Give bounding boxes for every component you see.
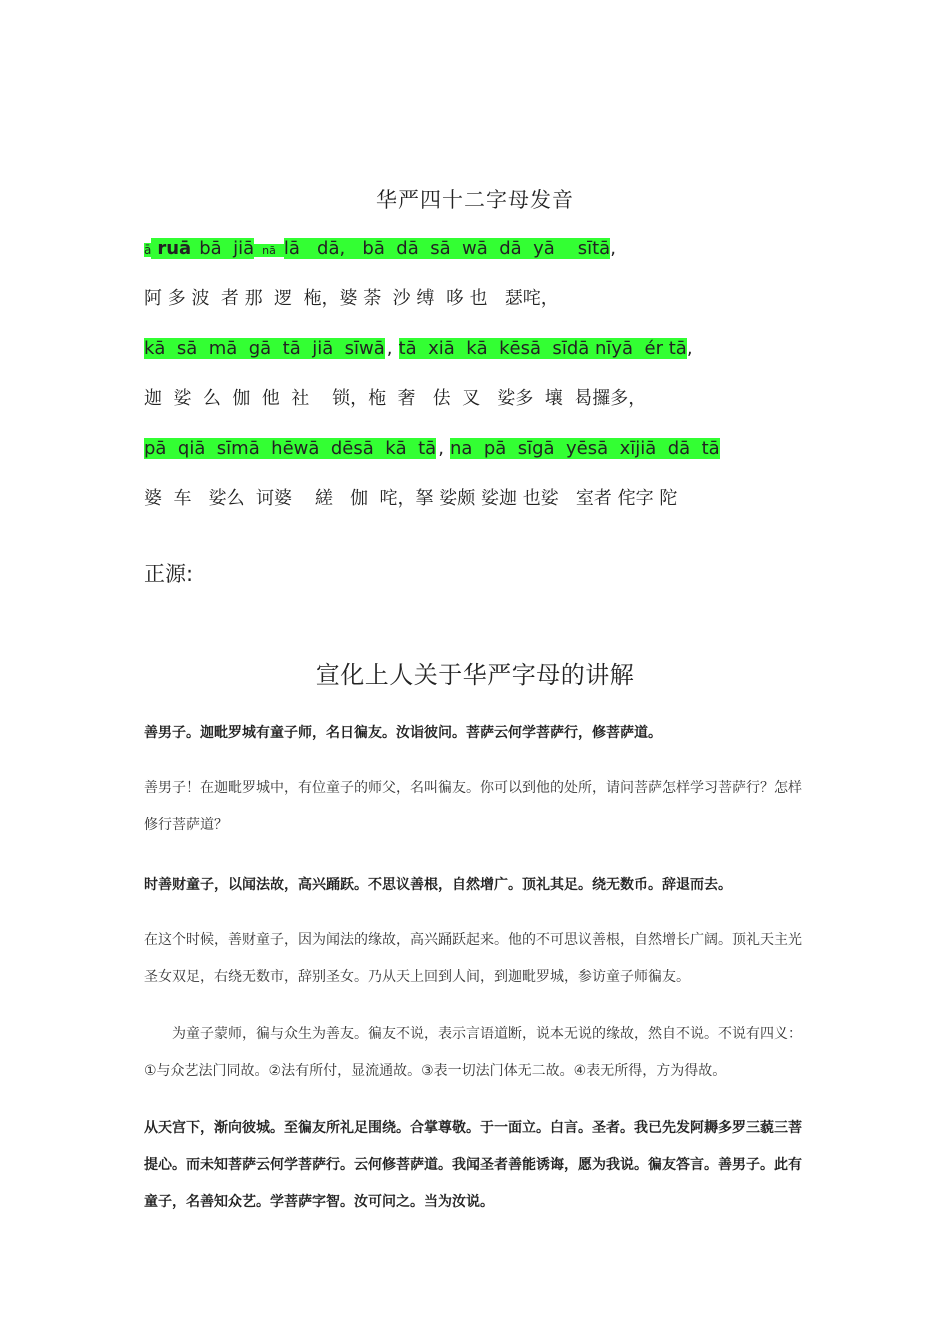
- pinyin-syllable: ā: [144, 243, 152, 257]
- pinyin-syllable-small: nā: [254, 244, 284, 257]
- pinyin-segment: pā qiā sīmā hēwā dēsā kā tā: [144, 438, 437, 459]
- pinyin-punct: ,: [438, 438, 444, 459]
- commentary-paragraph: 善男子！在迦毗罗城中，有位童子的师父，名叫徧友。你可以到他的处所，请问菩萨怎样学习菩萨行？怎样修行菩萨道？: [144, 780, 802, 833]
- pinyin-syllable-bold: ruā: [151, 238, 191, 259]
- pinyin-line-3: [144, 436, 720, 462]
- pinyin-segment: kā sā mā gā tā jiā sīwā: [144, 338, 385, 359]
- hanzi-line-3: 婆 车 娑么 诃婆 縒 伽 咤，拏 娑颇 娑迦 也娑 室者 侘字 陀: [144, 488, 678, 509]
- sutra-paragraph: 时善财童子，以闻法故，高兴踊跃。不思议善根，自然增广。顶礼其足。绕无数币。辞退而去。: [144, 877, 732, 893]
- pinyin-line-1: [144, 236, 616, 262]
- commentary-paragraph: 为童子蒙师，徧与众生为善友。徧友不说，表示言语道断，说本无说的缘故，然自不说。不说有四义：①与众艺法门同故。②法有所付，显流通故。③表一切法门体无二故。④表无所得，方为得故。: [144, 1026, 802, 1079]
- commentary-paragraph: 在这个时候，善财童子，因为闻法的缘故，高兴踊跃起来。他的不可思议善根，自然增长广阔。顶礼天主光圣女双足，右绕无数市，辞别圣女。乃从天上回到人间，到迦毗罗城，参访童子师徧友。: [144, 932, 802, 985]
- pinyin-punct: ,: [686, 338, 693, 359]
- hanzi-line-2: 迦 娑 么 伽 他 社 锁，柂 奢 佉 叉 娑多 壤 曷攞多，: [144, 388, 647, 409]
- hanzi-line-1: 阿 多 波 者 那 逻 柂，婆 荼 沙 缚 哆 也 瑟咤，: [144, 288, 559, 309]
- pinyin-segment: na pā sīgā yēsā xījiā dā tā: [449, 438, 720, 459]
- section-title: 宣化上人关于华严字母的讲解: [315, 661, 635, 689]
- pinyin-syllables: bā jiā: [191, 238, 254, 259]
- pinyin-syllables: lā dā, bā dā sā wā dā yā sītā: [283, 238, 611, 259]
- pinyin-punct: ,: [610, 238, 616, 259]
- sutra-paragraph: 善男子。迦毗罗城有童子师，名日徧友。汝诣彼问。菩萨云何学菩萨行，修菩萨道。: [144, 725, 662, 741]
- section-label: 正源:: [144, 562, 194, 586]
- page-title: 华严四十二字母发音: [376, 188, 574, 212]
- pinyin-line-2: [144, 336, 693, 362]
- pinyin-segment: tā xiā kā kēsā sīdā nīyā ér tā: [398, 338, 687, 359]
- pinyin-punct: ,: [386, 338, 393, 359]
- sutra-paragraph: 从天宫下，渐向彼城。至徧友所礼足围绕。合掌尊敬。于一面立。白言。圣者。我已先发阿耨多罗三藐三菩提心。而未知菩萨云何学菩萨行。云何修菩萨道。我闻圣者善能诱诲，愿为我说。徧友答言。善男子。此有童子，名善知众艺。学菩萨字智。汝可问之。当为汝说。: [144, 1120, 802, 1210]
